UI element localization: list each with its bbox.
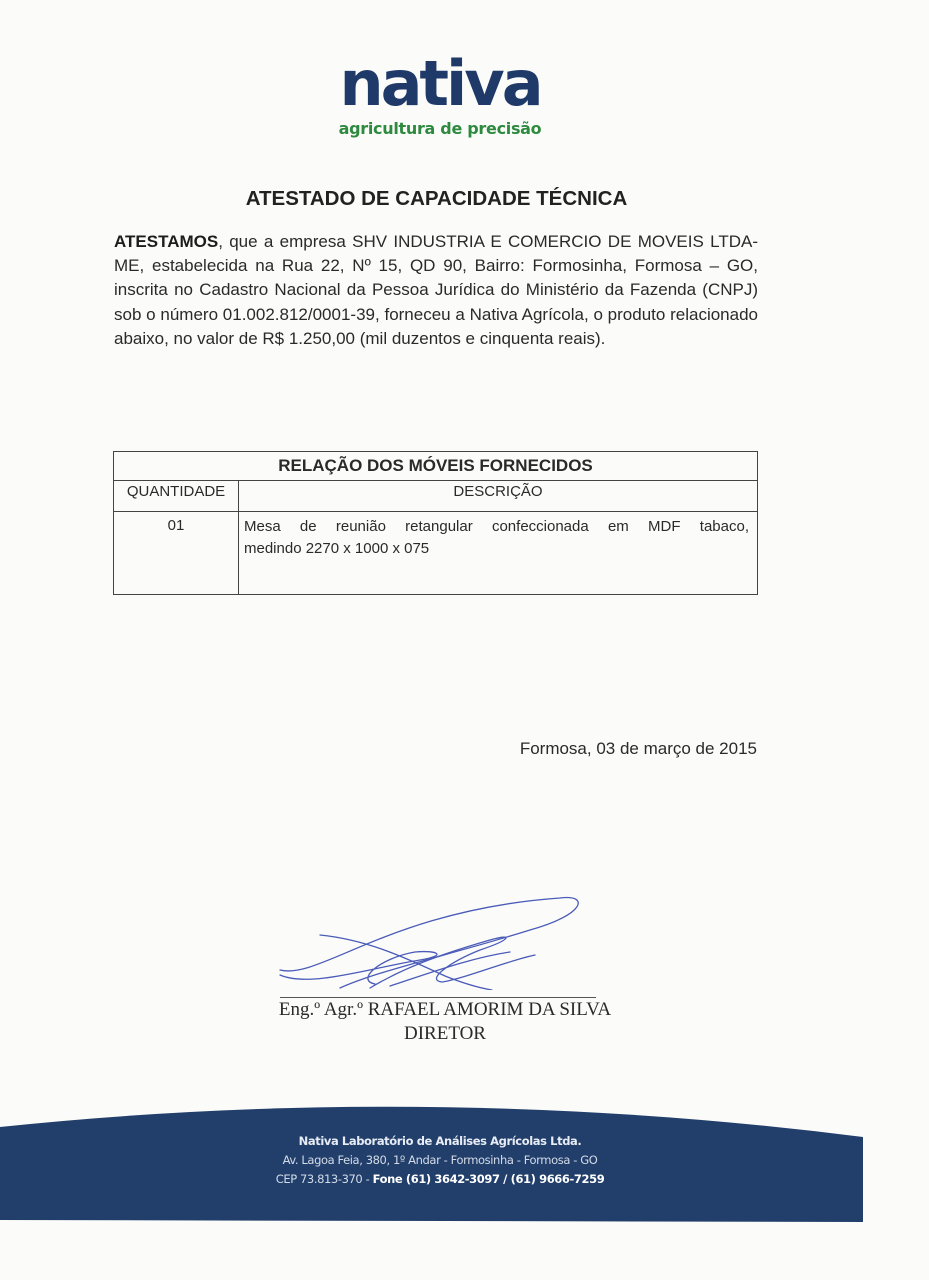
signatory-block xyxy=(200,998,690,1046)
cell-quantity: 01 xyxy=(114,512,239,595)
footer-cep-phone xyxy=(0,1170,880,1189)
document-title: ATESTADO DE CAPACIDADE TÉCNICA xyxy=(245,187,628,210)
table-title: RELAÇÃO DOS MÓVEIS FORNECIDOS xyxy=(114,452,758,481)
attestation-lead: ATESTAMOS xyxy=(114,232,219,251)
logo-tagline: agricultura de precisão xyxy=(338,119,542,138)
description-line-1: Mesa de reunião retangular confeccionada em MDF tabaco, xyxy=(244,518,749,535)
description-line-2: medindo 2270 x 1000 x 075 xyxy=(244,540,430,557)
signatory-name: Eng.º Agr.º RAFAEL AMORIM DA SILVA xyxy=(278,999,612,1020)
table-row xyxy=(114,512,758,595)
header-description: DESCRIÇÃO xyxy=(239,481,758,512)
furniture-table xyxy=(113,451,758,595)
footer-cep: CEP 73.813-370 - xyxy=(275,1172,373,1186)
cell-description xyxy=(239,512,758,595)
footer-contact xyxy=(0,1132,880,1189)
handwritten-signature xyxy=(230,880,630,990)
signatory-role: DIRETOR xyxy=(404,1023,486,1044)
attestation-paragraph xyxy=(114,230,758,351)
header-quantity: QUANTIDADE xyxy=(114,481,239,512)
logo-wordmark: nativa xyxy=(339,47,541,120)
footer-company: Nativa Laboratório de Análises Agrícolas Ltda. xyxy=(298,1134,582,1148)
footer-address: Av. Lagoa Feia, 380, 1º Andar - Formosinha - Formosa - GO xyxy=(282,1153,598,1167)
date-line: Formosa, 03 de março de 2015 xyxy=(519,739,757,758)
attestation-text: , que a empresa SHV INDUSTRIA E COMERCIO DE MOVEIS LTDA-ME, estabelecida na Rua 22, Nº 15, QD 90, Bairro: Formosinha, Formosa – GO, inscrita no Cadastro Nacional da Pessoa Jurídica do Ministério da Fazenda (CNPJ) sob o número 01.002.812/0001-39, forneceu a Nativa Agrícola, o produto relacionado abaixo, no valor de R$ 1.250,00 (mil duzentos e cinquenta reais). xyxy=(114,232,758,348)
footer-phone: Fone (61) 3642-3097 / (61) 9666-7259 xyxy=(372,1172,605,1186)
